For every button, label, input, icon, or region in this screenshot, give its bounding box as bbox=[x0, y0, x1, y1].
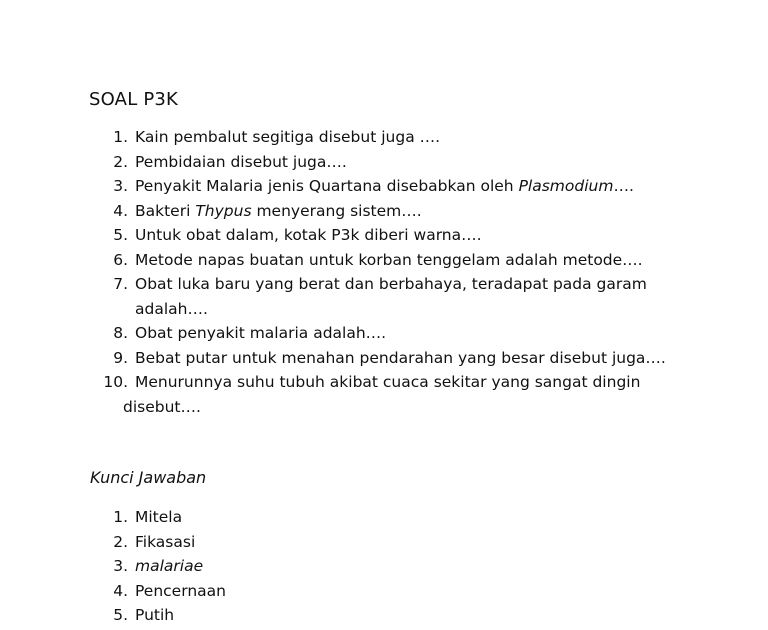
list-item bbox=[0, 370, 680, 419]
italic-term: Thypus bbox=[195, 201, 252, 220]
item-number: 3. bbox=[113, 177, 128, 195]
item-number: 4. bbox=[113, 201, 128, 220]
item-number: 9. bbox=[113, 348, 128, 367]
question-text: Menurunnya suhu tubuh akibat cuaca sekitar yang sangat dingin bbox=[135, 373, 641, 391]
italic-term: Plasmodium bbox=[518, 177, 614, 195]
question-text: Kain pembalut segitiga disebut juga …. bbox=[135, 128, 441, 146]
list-item bbox=[0, 505, 680, 530]
answer-text: Fikasasi bbox=[135, 532, 196, 551]
question-text: Untuk obat dalam, kotak P3k diberi warna…. bbox=[135, 226, 482, 244]
question-text-continuation: adalah…. bbox=[135, 299, 208, 318]
question-text bbox=[135, 174, 680, 199]
question-text-part: …. bbox=[613, 177, 634, 195]
question-text: Obat luka baru yang berat dan berbahaya, teradapat pada garam bbox=[135, 275, 647, 293]
list-item bbox=[0, 554, 680, 579]
question-text: Pembidaian disebut juga…. bbox=[135, 152, 347, 171]
question-text bbox=[135, 199, 680, 224]
list-item bbox=[0, 346, 680, 371]
item-number: 2. bbox=[113, 532, 128, 551]
item-number: 5. bbox=[113, 226, 128, 244]
answer-list bbox=[0, 505, 680, 628]
list-item bbox=[0, 150, 680, 175]
question-text-continuation: disebut…. bbox=[123, 397, 201, 416]
answer-text: Putih bbox=[135, 606, 175, 624]
question-text-part: Bakteri bbox=[135, 201, 196, 220]
list-item bbox=[0, 174, 680, 199]
item-number: 7. bbox=[113, 275, 128, 293]
list-item bbox=[0, 321, 680, 346]
list-item bbox=[0, 603, 680, 628]
item-number: 10. bbox=[103, 373, 128, 391]
list-item bbox=[0, 579, 680, 604]
answer-text bbox=[135, 554, 680, 579]
item-number: 2. bbox=[113, 152, 128, 171]
page-title: SOAL P3K bbox=[89, 89, 179, 110]
question-text: Metode napas buatan untuk korban tenggelam adalah metode…. bbox=[135, 250, 643, 269]
answer-text: Pencernaan bbox=[135, 581, 226, 600]
item-number: 4. bbox=[113, 581, 128, 600]
list-item bbox=[0, 125, 680, 150]
answer-text: Mitela bbox=[135, 508, 183, 526]
item-number: 3. bbox=[113, 557, 128, 575]
list-item bbox=[0, 248, 680, 273]
list-item bbox=[0, 272, 680, 321]
question-text-part: menyerang sistem…. bbox=[251, 201, 422, 220]
item-number: 6. bbox=[113, 250, 128, 269]
answer-key-title: Kunci Jawaban bbox=[90, 468, 207, 487]
item-number: 8. bbox=[113, 324, 128, 342]
list-item bbox=[0, 223, 680, 248]
item-number: 1. bbox=[113, 128, 128, 146]
question-text: Bebat putar untuk menahan pendarahan yang besar disebut juga…. bbox=[135, 348, 666, 367]
item-number: 5. bbox=[113, 606, 128, 624]
italic-term: malariae bbox=[135, 557, 204, 575]
list-item bbox=[0, 530, 680, 555]
question-text: Obat penyakit malaria adalah…. bbox=[135, 324, 387, 342]
list-item bbox=[0, 199, 680, 224]
item-number: 1. bbox=[113, 508, 128, 526]
question-text-part: Penyakit Malaria jenis Quartana disebabkan oleh bbox=[135, 177, 519, 195]
question-list bbox=[0, 125, 680, 419]
